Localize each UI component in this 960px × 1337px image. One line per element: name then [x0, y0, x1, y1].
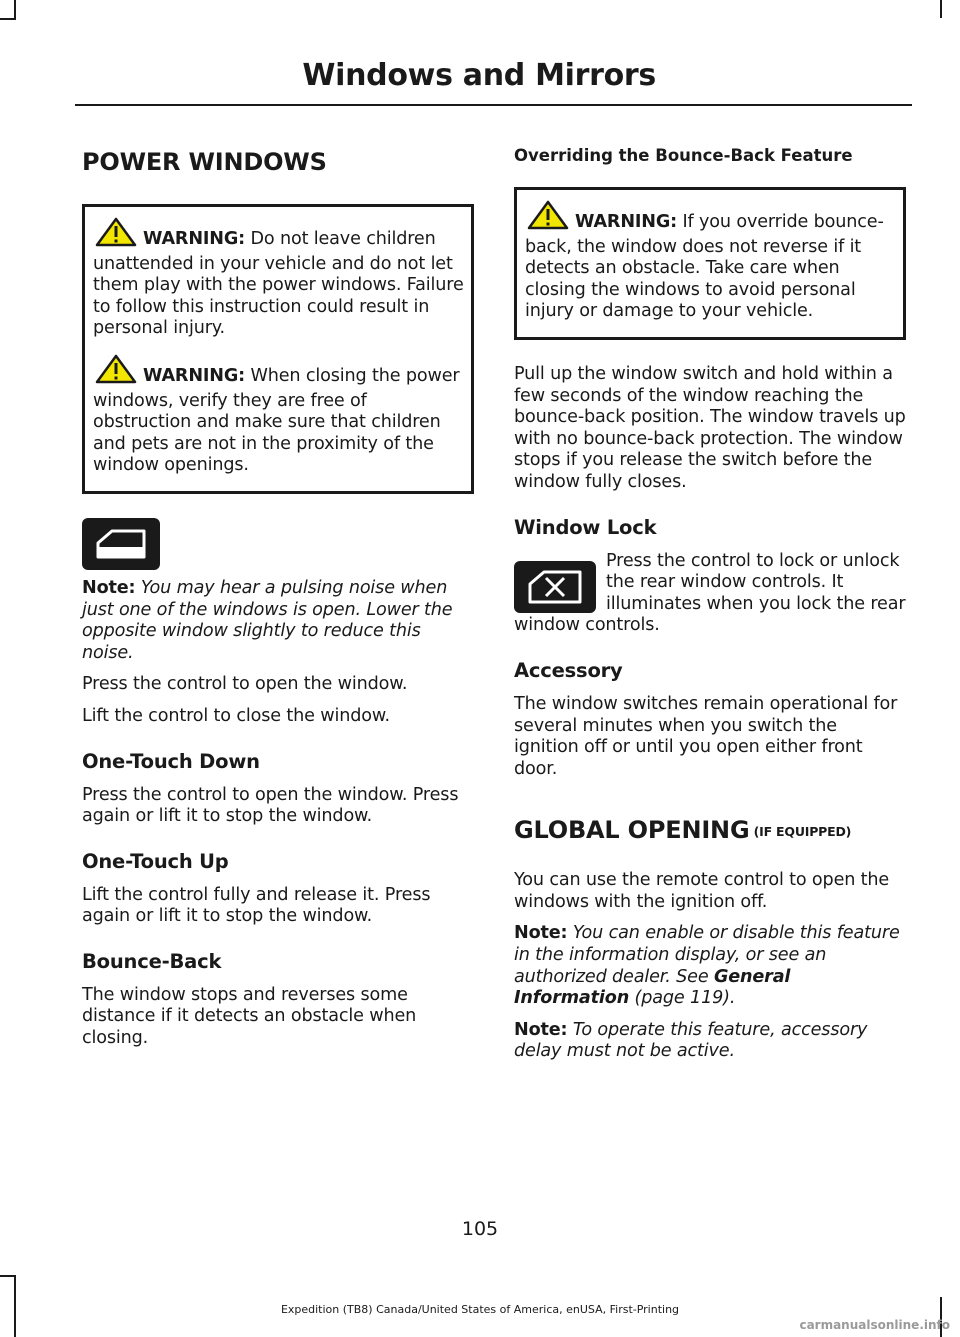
note-paragraph — [514, 1020, 906, 1063]
paragraph-global: You can use the remote control to open the windows with the ignition off. — [514, 870, 890, 912]
note-text: You can enable or disable this feature in the information display, or see an authorized dealer. See — [514, 923, 900, 987]
heading-bounce-back: Bounce-Back — [82, 949, 222, 973]
note-label: Note: — [514, 1019, 568, 1040]
heading-one-touch-down: One-Touch Down — [82, 749, 260, 773]
right-column — [514, 146, 906, 1073]
global-title: GLOBAL OPENING — [514, 816, 750, 845]
window-lock-icon — [514, 561, 596, 613]
note-paragraph — [82, 578, 474, 664]
general-information-link[interactable]: General Information — [514, 966, 791, 1009]
edition-line: Expedition (TB8) Canada/United States of America, enUSA, First-Printing — [280, 1303, 680, 1316]
note-label: Note: — [514, 923, 568, 944]
warning-text: If you override bounce-back, the window does not reverse if it detects an obstacle. Take care when closing the windows to avoid personal injury or damage to your vehicle. — [525, 212, 884, 322]
header-divider — [75, 104, 912, 106]
warning-label: WARNING: — [575, 212, 678, 232]
note-paragraph — [514, 923, 906, 1009]
page-number: 105 — [461, 1218, 499, 1240]
crop-mark — [0, 18, 16, 20]
heading-one-touch-up: One-Touch Up — [82, 849, 229, 873]
watermark: carmanualsonline.info — [799, 1318, 950, 1332]
warning-box — [514, 187, 906, 340]
heading-accessory: Accessory — [514, 658, 623, 682]
window-switch-icon — [82, 518, 160, 570]
warning-triangle-icon — [95, 217, 137, 254]
paragraph-accessory: The window switches remain operational for several minutes when you switch the ignition off or until you open either front door. — [514, 693, 898, 779]
global-title-suffix: (IF EQUIPPED) — [749, 824, 852, 840]
warning-item — [525, 200, 897, 323]
crop-mark — [940, 0, 942, 18]
window-lock-block — [514, 551, 906, 637]
warning-box — [82, 204, 474, 494]
paragraph-open: Press the control to open the window. — [82, 674, 408, 695]
warning-text: When closing the power windows, verify they are free of obstruction and make sure that children and pets are not in the proximity of the window openings. — [93, 365, 460, 476]
note-page-ref: (page 119). — [629, 988, 736, 1009]
warning-triangle-icon — [95, 354, 137, 391]
note-text: To operate this feature, accessory delay must not be active. — [514, 1019, 868, 1062]
crop-mark — [0, 1275, 16, 1277]
paragraph-close: Lift the control to close the window. — [82, 705, 390, 726]
warning-item — [93, 354, 465, 477]
paragraph-one-touch-up: Lift the control fully and release it. Press again or lift it to stop the window. — [82, 884, 431, 927]
warning-triangle-icon — [527, 200, 569, 237]
crop-mark — [14, 0, 16, 18]
note-label: Note: — [82, 577, 136, 598]
paragraph-bounce-back: The window stops and reverses some distance if it detects an obstacle when closing. — [82, 984, 417, 1049]
heading-window-lock: Window Lock — [514, 515, 657, 539]
paragraph-override: Pull up the window switch and hold within a few seconds of the window reaching the bounce-back position. The window travels up with no bounce-back protection. The window stops if you release the switch before the window fully closes. — [514, 363, 906, 492]
paragraph-window-lock: Press the control to lock or unlock the rear window controls. It illuminates when you lock the rear window controls. — [514, 550, 906, 636]
warning-label: WARNING: — [143, 229, 246, 249]
warning-text: Do not leave children unattended in your vehicle and do not let them play with the power windows. Failure to follow this instruction could result in personal injury. — [93, 229, 464, 339]
page-header-title: Windows and Mirrors — [302, 58, 656, 93]
heading-override: Overriding the Bounce-Back Feature — [514, 146, 853, 165]
left-column — [82, 138, 474, 1060]
section-title-global-opening — [514, 816, 906, 844]
paragraph-one-touch-down: Press the control to open the window. Press again or lift it to stop the window. — [82, 784, 459, 827]
section-title-power-windows: POWER WINDOWS — [82, 148, 327, 176]
warning-label: WARNING: — [143, 365, 246, 386]
warning-item — [93, 217, 465, 340]
note-text: You may hear a pulsing noise when just one of the windows is open. Lower the opposite window slightly to reduce this noise. — [82, 577, 453, 663]
